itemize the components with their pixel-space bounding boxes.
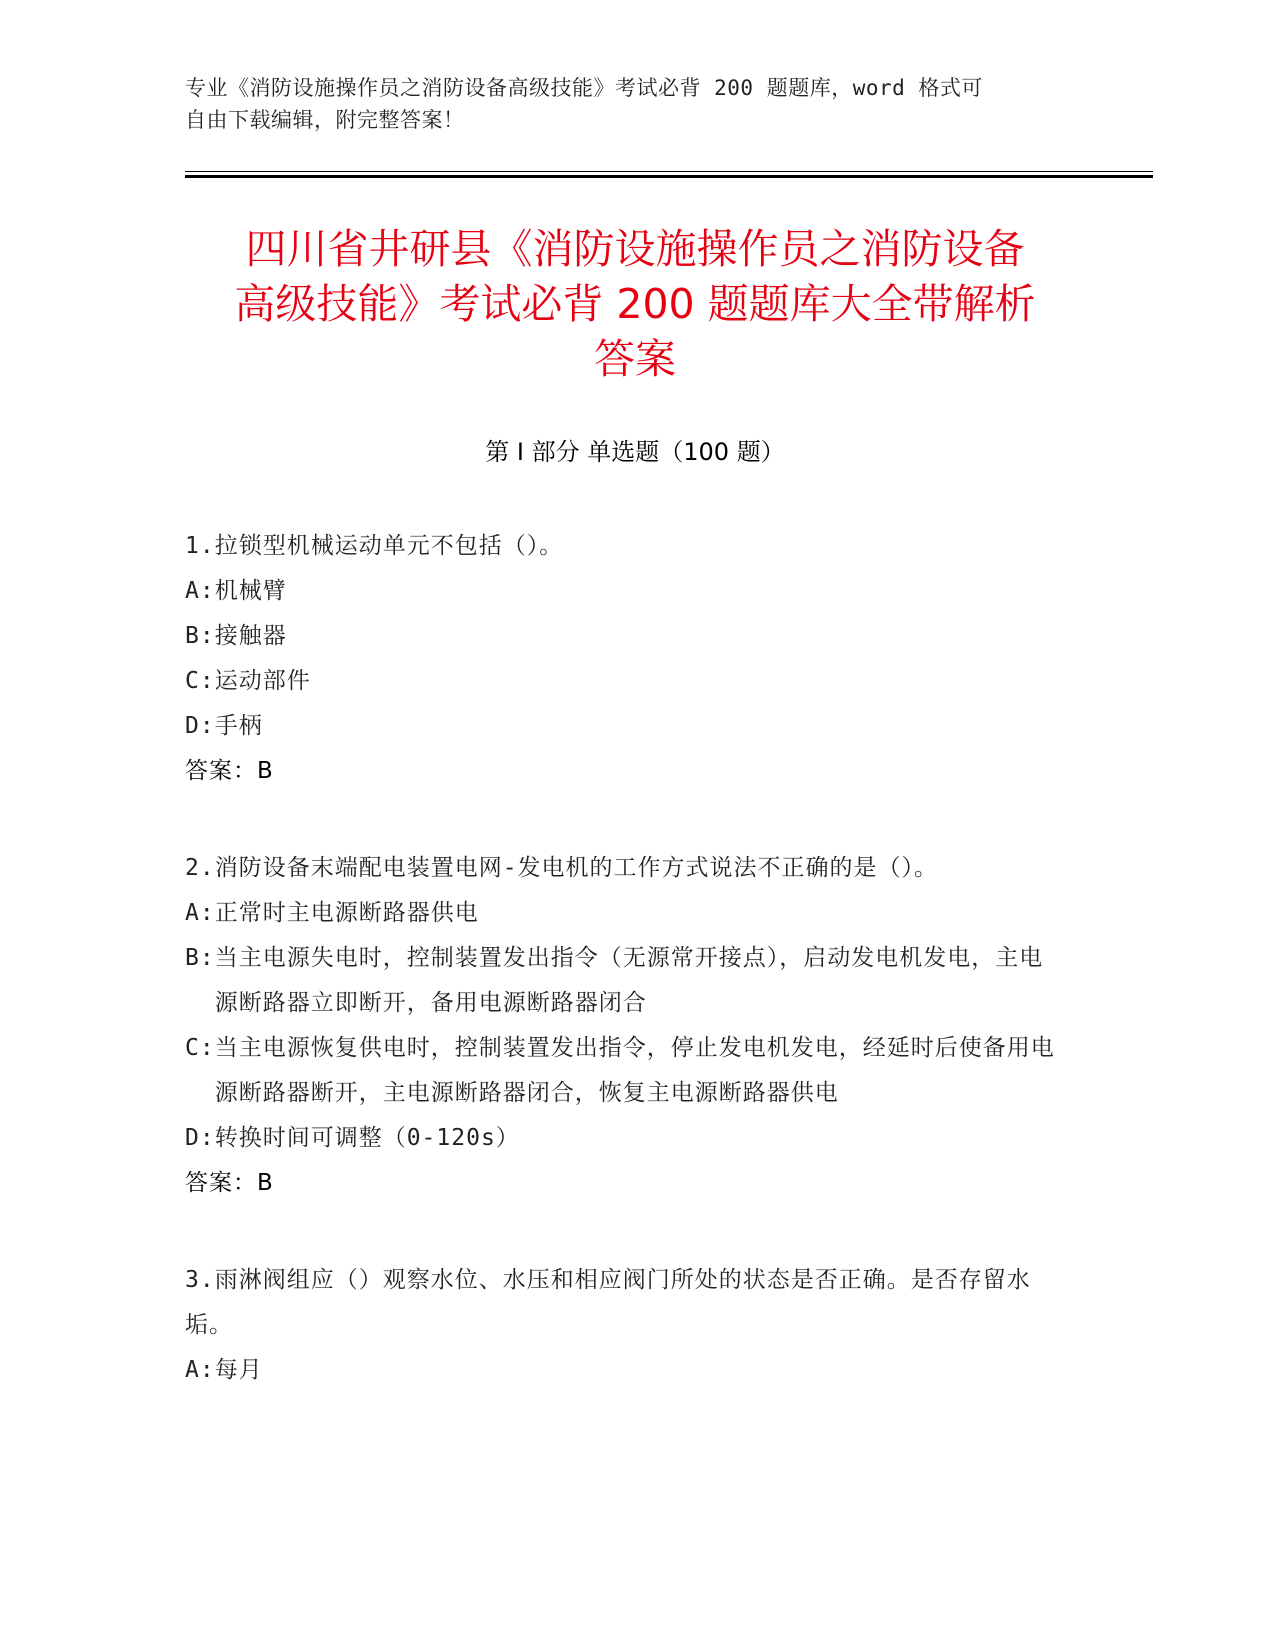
question-block [185,846,1065,1206]
option-text: 接触器 [214,623,287,649]
option-letter: D: [185,1125,215,1151]
answer-key: 答案：B [185,1170,274,1196]
answer-option [185,569,1065,614]
answer-option [185,1026,1065,1116]
option-letter: B: [185,623,215,649]
question-stem: 3.雨淋阀组应（）观察水位、水压和相应阀门所处的状态是否正确。是否存留水垢。 [185,1267,1031,1338]
option-text: 当主电源恢复供电时，控制装置发出指令，停止发电机发电，经延时后使备用电源断路器断开，主电源断路器闭合，恢复主电源断路器供电 [214,1035,1055,1106]
header-rule-thin [185,171,1153,172]
header-note-line-1: 专业《消防设施操作员之消防设备高级技能》考试必背 200 题题库，word 格式可 [185,76,983,100]
document-title-line-2: 高级技能》考试必背 200 题题库大全带解析 [234,280,1036,328]
answer-option [185,1348,1065,1393]
answer-option [185,614,1065,659]
question-list [185,524,1065,1445]
document-title [185,222,1085,387]
option-text: 运动部件 [214,668,311,694]
option-letter: B: [185,945,215,971]
question-block [185,1258,1065,1393]
option-letter: C: [185,1035,215,1061]
option-letter: A: [185,1357,215,1383]
question-stem: 1.拉锁型机械运动单元不包括（）。 [185,533,564,559]
question-block [185,524,1065,794]
option-text: 手柄 [214,713,263,739]
option-text: 转换时间可调整（0-120s） [214,1125,520,1151]
answer-option [185,936,1065,1026]
option-text: 正常时主电源断路器供电 [214,900,479,926]
section-heading: 第 I 部分 单选题（100 题） [485,438,785,466]
option-text: 机械臂 [214,578,287,604]
option-letter: A: [185,578,215,604]
header-note-line-2: 自由下载编辑，附完整答案！ [185,108,465,132]
option-letter: D: [185,713,215,739]
option-letter: A: [185,900,215,926]
option-text: 每月 [214,1357,263,1383]
question-stem: 2.消防设备末端配电装置电网-发电机的工作方式说法不正确的是（）。 [185,855,939,881]
answer-key: 答案：B [185,758,274,784]
answer-option [185,659,1065,704]
document-title-line-1: 四川省井研县《消防设施操作员之消防设备 [245,225,1025,273]
option-text: 当主电源失电时，控制装置发出指令（无源常开接点），启动发电机发电，主电源断路器立即断开，备用电源断路器闭合 [214,945,1044,1016]
answer-option [185,704,1065,749]
answer-option [185,891,1065,936]
document-title-line-3: 答案 [594,335,676,383]
header-note [185,72,1065,136]
option-letter: C: [185,668,215,694]
answer-option [185,1116,1065,1161]
header-rule-thick [185,175,1153,178]
